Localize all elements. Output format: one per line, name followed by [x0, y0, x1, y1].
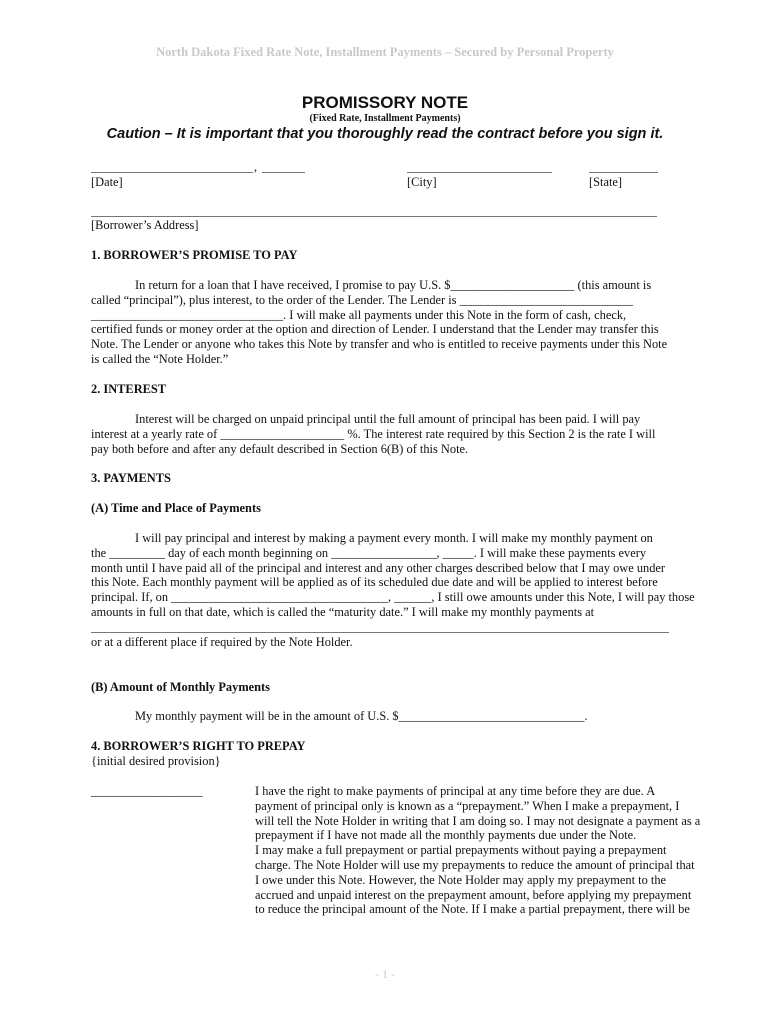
section-2-text: [91, 412, 677, 456]
section-3a-text: [91, 531, 695, 620]
monthly-payment-text: My monthly payment will be in the amount of U.S. $______________________________.: [135, 709, 588, 723]
section-1-line: is called the “Note Holder.”: [91, 351, 229, 366]
section-2-line: Interest will be charged on unpaid principal until the full amount of principal has been paid. I will pay: [135, 412, 641, 426]
state-line[interactable]: [589, 172, 658, 173]
section-4-text: [255, 784, 701, 917]
borrower-address-label: [Borrower’s Address]: [91, 218, 199, 232]
document-title: PROMISSORY NOTE: [301, 93, 469, 112]
section-1-heading: 1. BORROWER’S PROMISE TO PAY: [91, 248, 298, 262]
section-1-line: _______________________________. I will make all payments under this Note in the form of cash, check,: [91, 307, 627, 322]
section-4-heading: 4. BORROWER’S RIGHT TO PREPAY: [91, 739, 306, 753]
date-line[interactable]: [91, 172, 253, 173]
section-4-line: I have the right to make payments of principal at any time before they are due. A: [255, 784, 656, 798]
city-line[interactable]: [407, 172, 552, 173]
section-3-heading: 3. PAYMENTS: [91, 471, 171, 485]
section-4-line: payment of principal only is known as a “prepayment.” When I make a prepayment, I: [255, 798, 680, 813]
state-label: [State]: [589, 175, 623, 189]
initial-blank[interactable]: __________________: [91, 784, 203, 798]
section-3a-line: I will pay principal and interest by making a payment every month. I will make my monthly payment on: [135, 531, 653, 545]
different-place-text: or at a different place if required by the Note Holder.: [91, 635, 353, 649]
date-comma: ,: [254, 160, 258, 174]
section-2-heading: 2. INTEREST: [91, 382, 167, 396]
section-4-line: accrued and unpaid interest on the prepayment amount, before applying my prepayment: [255, 887, 692, 902]
date-label: [Date]: [91, 175, 123, 189]
initial-provision-note: {initial desired provision}: [91, 754, 221, 768]
section-4-line: to reduce the principal amount of the Note. If I make a partial prepayment, there will be: [255, 902, 690, 917]
section-1-line: called “principal”), plus interest, to the order of the Lender. The Lender is ____________________________: [91, 292, 634, 307]
section-1-line: In return for a loan that I have received, I promise to pay U.S. $____________________ (this amount is: [135, 278, 652, 292]
city-label: [City]: [407, 175, 437, 189]
borrower-address-line[interactable]: [91, 216, 657, 217]
section-3a-line: this Note. Each monthly payment will be applied as of its scheduled due date and will be applied to interest before: [91, 575, 658, 590]
caution-notice: Caution – It is important that you thoroughly read the contract before you sign it.: [106, 126, 664, 142]
section-3a-heading: (A) Time and Place of Payments: [91, 501, 261, 515]
document-subtitle: (Fixed Rate, Installment Payments): [309, 113, 461, 124]
section-1-line: certified funds or money order at the option and direction of Lender. I understand that the Lender may transfer this: [91, 322, 659, 337]
year-line[interactable]: [262, 172, 305, 173]
section-2-line: pay both before and after any default described in Section 6(B) of this Note.: [91, 441, 469, 456]
section-1-line: Note. The Lender or anyone who takes this Note by transfer and who is entitled to receive payments under this Note: [91, 337, 668, 352]
section-4-line: I may make a full prepayment or partial prepayments without paying a prepayment: [255, 843, 667, 858]
page-number: - 1 -: [375, 967, 395, 981]
payment-place-line[interactable]: [91, 632, 669, 633]
section-4-line: charge. The Note Holder will use my prepayments to reduce the amount of principal that: [255, 857, 695, 872]
section-3a-line: amounts in full on that date, which is called the “maturity date.” I will make my monthly payments at: [91, 604, 595, 619]
section-4-line: prepayment if I have not made all the monthly payments due under the Note.: [255, 828, 637, 843]
section-2-line: interest at a yearly rate of ____________________ %. The interest rate required by this Section 2 is the rate I will: [91, 426, 656, 441]
section-3b-heading: (B) Amount of Monthly Payments: [91, 680, 270, 694]
section-4-line: will tell the Note Holder in writing that I am doing so. I may not designate a payment as a: [255, 813, 701, 828]
section-4-line: I owe under this Note. However, the Note Holder may apply my prepayment to the: [255, 872, 667, 887]
document-header: North Dakota Fixed Rate Note, Installment Payments – Secured by Personal Property: [156, 45, 614, 59]
section-3a-line: the _________ day of each month beginning on _________________, _____. I will make these payments every: [91, 545, 647, 560]
section-3a-line: principal. If, on ___________________________________, ______, I still owe amounts under this Note, I will pay those: [91, 590, 695, 605]
section-3a-line: month until I have paid all of the principal and interest and any other charges described below that I may owe under: [91, 560, 666, 575]
section-1-text: [91, 278, 677, 367]
